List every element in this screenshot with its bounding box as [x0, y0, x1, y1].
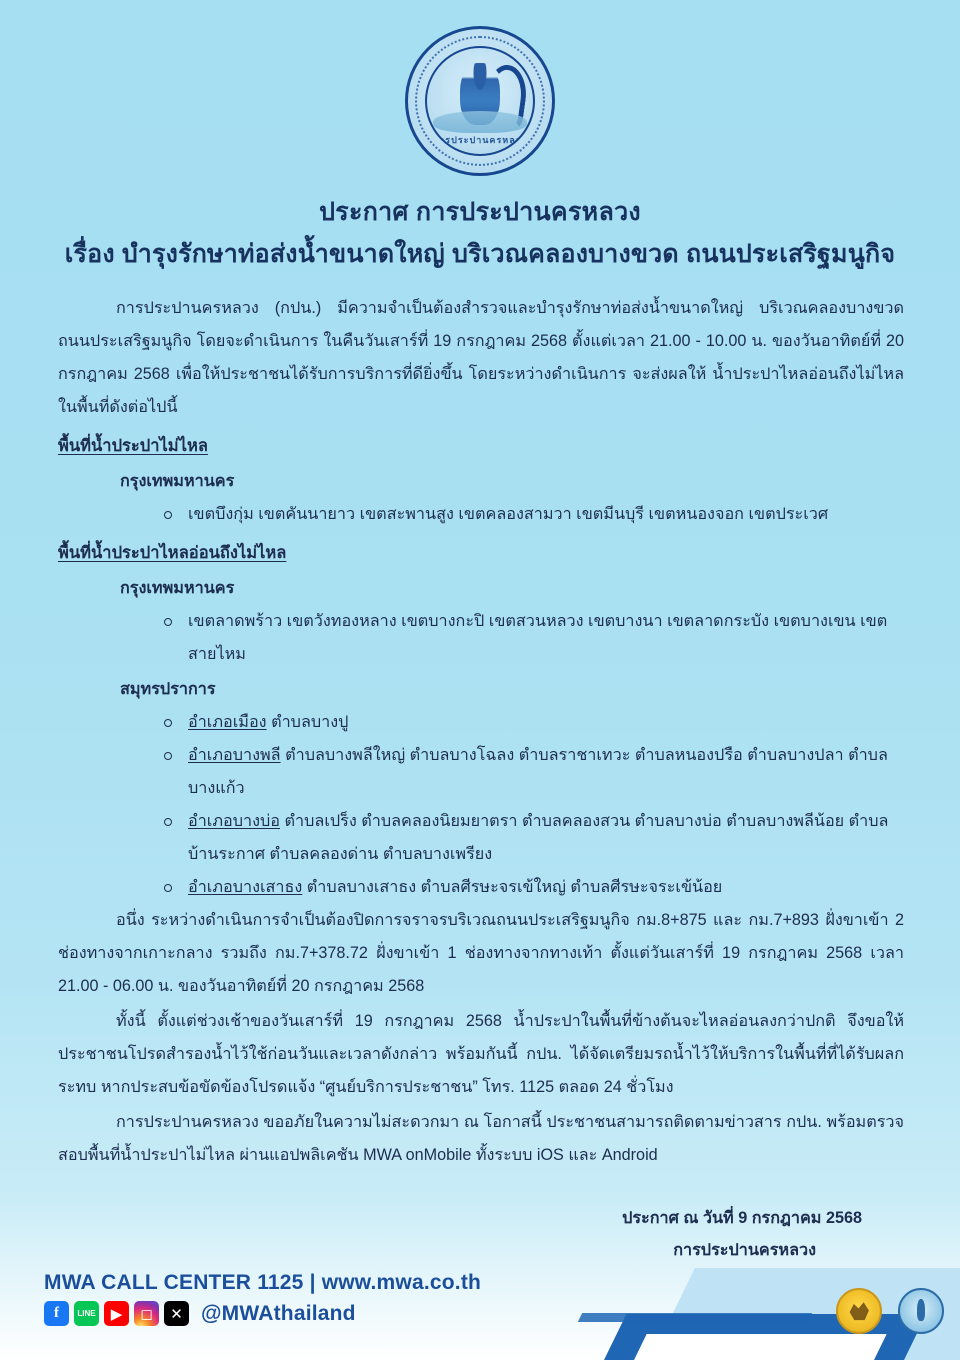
emblem-caption: การประปานครหลวง	[432, 135, 528, 145]
intro-paragraph: การประปานครหลวง (กปน.) มีความจำเป็นต้องสำรวจและบำรุงรักษาท่อส่งน้ำขนาดใหญ่ บริเวณคลองบางขวด ถนนประเสริฐมนูกิจ โดยจะดำเนินการ ในคืนวันเสาร์ที่ 19 กรกฎาคม 2568 ตั้งแต่เวลา 21.00 - 10.00 น. ของวันอาทิตย์ที่ 20 กรกฎาคม 2568 เพื่อให้ประชาชนได้รับการบริการที่ดียิ่งขึ้น โดยระหว่างดำเนินการ จะส่งผลให้ น้ำประปาไหลอ่อนถึงไม่ไหล ในพื้นที่ดังต่อไปนี้	[58, 299, 904, 416]
list-item	[162, 498, 904, 531]
area-text: เขตลาดพร้าว เขตวังทองหลาง เขตบางกะปิ เขตสวนหลวง เขตบางนา เขตลาดกระบัง เขตบางเขน เขตสายไหม	[188, 612, 888, 663]
announcement-date: ประกาศ ณ วันที่ 9 กรกฎาคม 2568	[622, 1209, 862, 1227]
signing-organization: การประปานครหลวง	[673, 1241, 816, 1259]
social-row	[44, 1301, 481, 1326]
mwa-seal-icon	[898, 1288, 944, 1334]
social-handle[interactable]: @MWAthailand	[201, 1301, 356, 1325]
instagram-icon[interactable]: ◻	[134, 1301, 159, 1326]
road-closure-paragraph: อนึ่ง ระหว่างดำเนินการจำเป็นต้องปิดการจราจรบริเวณถนนประเสริฐมนูกิจ กม.8+875 และ กม.7+893 ฝั่งขาเข้า 2 ช่องทางจากเกาะกลาง รวมถึง กม.7+378.72 ฝั่งขาเข้า 1 ช่องทางจากทางเท้า ตั้งแต่วันเสาร์ที่ 19 กรกฎาคม 2568 เวลา 21.00 - 06.00 น. ของวันอาทิตย์ที่ 20 กรกฎาคม 2568	[58, 911, 904, 995]
list-item	[162, 871, 904, 904]
call-center-line[interactable]: MWA CALL CENTER 1125 | www.mwa.co.th	[44, 1271, 482, 1294]
youtube-icon[interactable]: ▶	[104, 1301, 129, 1326]
amphoe-name: อำเภอบางบ่อ	[188, 812, 281, 830]
list-item	[162, 805, 904, 871]
area-text: ตำบลเปร็ง ตำบลคลองนิยมยาตรา ตำบลคลองสวน ตำบลบางบ่อ ตำบลบางพลีน้อย ตำบลบ้านระกาศ ตำบลคลองด่าน ตำบลบางเพรียง	[188, 812, 889, 863]
facebook-icon[interactable]: f	[44, 1301, 69, 1326]
x-twitter-icon[interactable]: ✕	[164, 1301, 189, 1326]
footer-ribbon-accent	[578, 1313, 812, 1322]
province-label-samutprakan: สมุทรปราการ	[120, 680, 216, 698]
page-footer	[0, 1240, 960, 1360]
list-item	[162, 605, 904, 671]
section-heading-low-water: พื้นที่น้ำประปาไหลอ่อนถึงไม่ไหล	[58, 544, 287, 562]
page-title: ประกาศ การประปานครหลวง	[319, 198, 641, 226]
emblem-inner-disc	[425, 46, 535, 156]
footer-ribbon-white	[634, 1334, 887, 1360]
emblem-outer-ring	[405, 26, 555, 176]
area-text: ตำบลบางเสาธง ตำบลศีรษะจรเข้ใหญ่ ตำบลศีรษะจระเข้น้อย	[306, 878, 723, 896]
emblem-ground-icon	[433, 111, 526, 133]
district-list-low-water-bangkok	[58, 605, 904, 671]
list-item	[162, 739, 904, 805]
district-list-no-water	[58, 498, 904, 531]
footer-seals	[836, 1288, 944, 1334]
garuda-seal-icon	[836, 1288, 882, 1334]
line-icon[interactable]: LINE	[74, 1301, 99, 1326]
province-label-bangkok-1: กรุงเทพมหานคร	[120, 472, 235, 490]
footer-contact	[44, 1271, 481, 1326]
section-heading-no-water: พื้นที่น้ำประปาไม่ไหล	[58, 437, 208, 455]
advisory-paragraph: ทั้งนี้ ตั้งแต่ช่วงเช้าของวันเสาร์ที่ 19 กรกฎาคม 2568 น้ำประปาในพื้นที่ข้างต้นจะไหลอ่อนลงกว่าปกติ จึงขอให้ประชาชนโปรดสำรองน้ำไว้ใช้ก่อนวันและเวลาดังกล่าว พร้อมกันนี้ กปน. ได้จัดเตรียมรถน้ำไว้ให้บริการในพื้นที่ที่ได้รับผลกระทบ หากประสบข้อขัดข้องโปรดแจ้ง “ศูนย์บริการประชาชน” โทร. 1125 ตลอด 24 ชั่วโมง	[58, 1012, 904, 1096]
amphoe-name: อำเภอเมือง	[188, 713, 267, 731]
mwa-emblem-logo	[405, 26, 555, 176]
area-text: ตำบลบางพลีใหญ่ ตำบลบางโฉลง ตำบลราชาเทวะ ตำบลหนองปรือ ตำบลบางปลา ตำบลบางแก้ว	[188, 746, 888, 797]
amphoe-name: อำเภอบางเสาธง	[188, 878, 303, 896]
closing-paragraph: การประปานครหลวง ขออภัยในความไม่สะดวกมา ณ โอกาสนี้ ประชาชนสามารถติดตามข่าวสาร กปน. พร้อมตรวจสอบพื้นที่น้ำประปาไม่ไหล ผ่านแอปพลิเคชัน MWA onMobile ทั้งระบบ iOS และ Android	[58, 1113, 904, 1164]
province-label-bangkok-2: กรุงเทพมหานคร	[120, 579, 235, 597]
page-subtitle: เรื่อง บำรุงรักษาท่อส่งน้ำขนาดใหญ่ บริเวณคลองบางขวด ถนนประเสริฐมนูกิจ	[64, 240, 896, 268]
amphoe-name: อำเภอบางพลี	[188, 746, 281, 764]
district-list-low-water-samutprakan	[58, 706, 904, 904]
area-text: เขตบึงกุ่ม เขตคันนายาว เขตสะพานสูง เขตคลองสามวา เขตมีนบุรี เขตหนองจอก เขตประเวศ	[188, 505, 829, 523]
area-text: ตำบลบางปู	[271, 713, 349, 731]
list-item	[162, 706, 904, 739]
document-body	[58, 292, 904, 1174]
